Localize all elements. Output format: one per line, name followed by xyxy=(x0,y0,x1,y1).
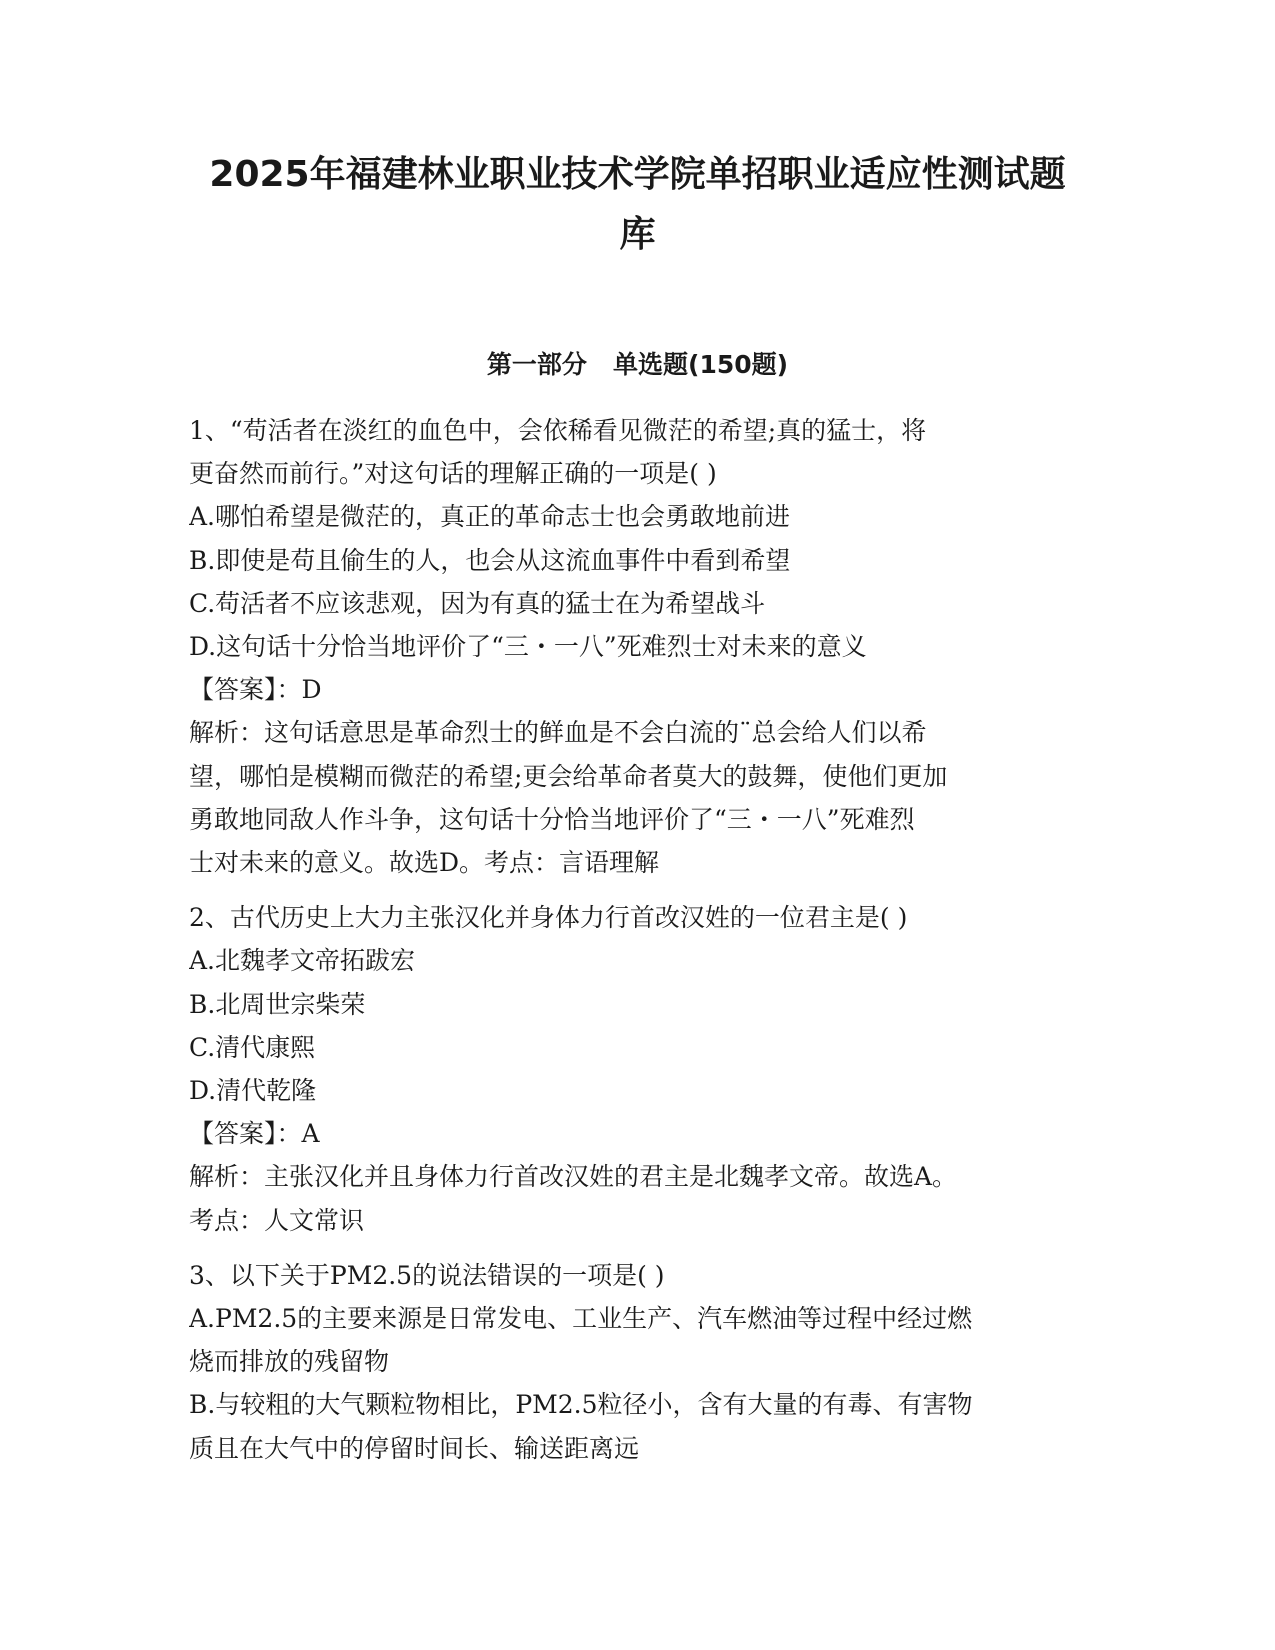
title-line-2: 库 xyxy=(619,214,656,255)
option-c: C.苟活者不应该悲观，因为有真的猛士在为希望战斗 xyxy=(189,588,766,618)
question-1 xyxy=(189,409,1089,884)
document-title xyxy=(150,145,1125,265)
option-a-continued: 烧而排放的残留物 xyxy=(189,1347,390,1377)
analysis-line: 考点：人文常识 xyxy=(189,1205,365,1235)
analysis-line: 解析：主张汉化并且身体力行首改汉姓的君主是北魏孝文帝。故选A。 xyxy=(189,1162,958,1192)
option-c: C.清代康熙 xyxy=(189,1032,316,1062)
section-title: 第一部分 单选题(150题) xyxy=(486,350,789,379)
question-2 xyxy=(189,896,1089,1242)
analysis-line: 勇敢地同敌人作斗争，这句话十分恰当地评价了“三・一八”死难烈 xyxy=(189,804,915,834)
option-b-continued: 质且在大气中的停留时间长、输送距离远 xyxy=(189,1433,640,1463)
option-b: B.与较粗的大气颗粒物相比，PM2.5粒径小，含有大量的有毒、有害物 xyxy=(189,1390,973,1420)
question-stem-line: 3、以下关于PM2.5的说法错误的一项是( ) xyxy=(189,1260,665,1290)
title-line-1: 2025年福建林业职业技术学院单招职业适应性测试题 xyxy=(209,154,1066,195)
question-stem-line: 更奋然而前行。”对这句话的理解正确的一项是( ) xyxy=(189,459,717,489)
analysis-line: 解析：这句话意思是革命烈士的鲜血是不会白流的¨总会给人们以希 xyxy=(189,718,927,748)
option-b: B.即使是苟且偷生的人，也会从这流血事件中看到希望 xyxy=(189,545,791,575)
option-a: A.PM2.5的主要来源是日常发电、工业生产、汽车燃油等过程中经过燃 xyxy=(189,1304,973,1334)
option-d: D.这句话十分恰当地评价了“三・一八”死难烈士对未来的意义 xyxy=(189,632,867,662)
question-stem-line: 2、古代历史上大力主张汉化并身体力行首改汉姓的一位君主是( ) xyxy=(189,903,908,933)
question-list xyxy=(189,409,1089,1482)
option-b: B.北周世宗柴荣 xyxy=(189,989,366,1019)
analysis-line: 望，哪怕是模糊而微茫的希望;更会给革命者莫大的鼓舞，使他们更加 xyxy=(189,761,948,791)
question-3 xyxy=(189,1254,1089,1470)
analysis-line: 士对未来的意义。故选D。考点：言语理解 xyxy=(189,848,660,878)
option-a: A.北魏孝文帝拓跋宏 xyxy=(189,946,416,976)
option-d: D.清代乾隆 xyxy=(189,1076,317,1106)
question-stem-line: 1、“苟活者在淡红的血色中，会依稀看见微茫的希望;真的猛士，将 xyxy=(189,416,927,445)
answer-line: 【答案】：A xyxy=(189,1119,320,1149)
answer-line: 【答案】：D xyxy=(189,675,322,705)
option-a: A.哪怕希望是微茫的，真正的革命志士也会勇敢地前进 xyxy=(189,502,791,532)
